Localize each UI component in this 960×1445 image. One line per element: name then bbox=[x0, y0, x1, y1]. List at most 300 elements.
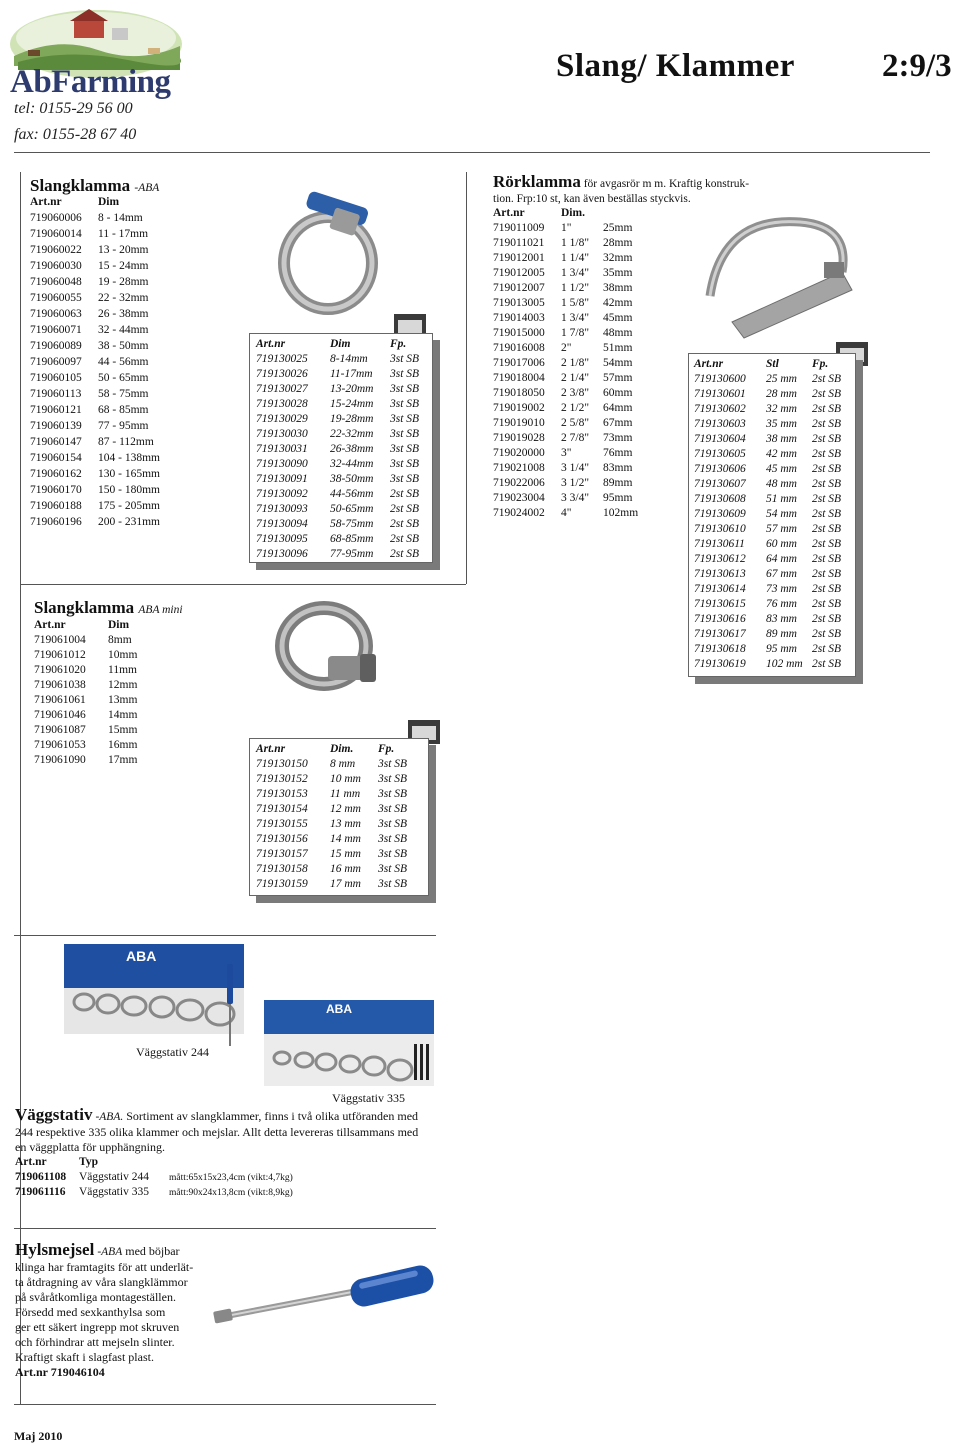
box1-row bbox=[256, 532, 426, 547]
box2-row bbox=[256, 847, 422, 862]
box2-row-fp: 3st SB bbox=[378, 818, 408, 830]
mini-header: Art.nr Dim bbox=[34, 619, 130, 631]
section-divider-mini bbox=[20, 584, 466, 585]
screwdriver-244-image bbox=[224, 964, 236, 1046]
mini-row-dim: 15mm bbox=[108, 724, 138, 736]
spec-box-2-header: Art.nr Dim. Fp. bbox=[256, 743, 395, 755]
footer-divider bbox=[14, 1404, 436, 1405]
box3-row-art: 719130619 bbox=[694, 658, 746, 670]
slangklamma-row-dim: 58 - 75mm bbox=[98, 388, 149, 400]
slangklamma-row-art: 719060188 bbox=[30, 500, 82, 512]
slangklamma-row bbox=[30, 210, 160, 226]
box1-row-dim: 58-75mm bbox=[330, 518, 374, 530]
rorklamma-row-art: 719017006 bbox=[493, 357, 545, 369]
box3-row-stl: 64 mm bbox=[766, 553, 797, 565]
rorklamma-row-art: 719019028 bbox=[493, 432, 545, 444]
spec-box-1 bbox=[249, 333, 433, 563]
box1-row-fp: 3st SB bbox=[390, 368, 420, 380]
box3-row-stl: 35 mm bbox=[766, 418, 797, 430]
rorklamma-desc: tion. Frp:10 st, kan även beställas styckvis. bbox=[493, 193, 691, 205]
box3-row-stl: 54 mm bbox=[766, 508, 797, 520]
mini-row bbox=[34, 693, 183, 708]
box3-row-fp: 2st SB bbox=[812, 433, 842, 445]
slangklamma-row-art: 719060154 bbox=[30, 452, 82, 464]
box1-row-fp: 2st SB bbox=[390, 503, 420, 515]
box3-row-art: 719130617 bbox=[694, 628, 746, 640]
rorklamma-row-inch: 1 1/2" bbox=[561, 282, 590, 294]
hylsmejsel-section bbox=[15, 1242, 215, 1380]
rorklamma-row-inch: 1" bbox=[561, 222, 572, 234]
box2-row-dim: 12 mm bbox=[330, 803, 361, 815]
box3-row-stl: 51 mm bbox=[766, 493, 797, 505]
box1-row-fp: 3st SB bbox=[390, 443, 420, 455]
box1-row-fp: 3st SB bbox=[390, 383, 420, 395]
box2-row-fp: 3st SB bbox=[378, 833, 408, 845]
slangklamma-row bbox=[30, 290, 160, 306]
box3-row bbox=[694, 522, 850, 537]
box1-row-fp: 2st SB bbox=[390, 518, 420, 530]
mini-row-art: 719061012 bbox=[34, 649, 86, 661]
box1-row-dim: 22-32mm bbox=[330, 428, 374, 440]
rorklamma-row-mm: 51mm bbox=[603, 342, 633, 354]
rorklamma-row-art: 719023004 bbox=[493, 492, 545, 504]
box3-row-stl: 89 mm bbox=[766, 628, 797, 640]
box2-row-art: 719130152 bbox=[256, 773, 308, 785]
page-number: 2:9/3 bbox=[882, 48, 952, 84]
slangklamma-row bbox=[30, 306, 160, 322]
box3-row-stl: 32 mm bbox=[766, 403, 797, 415]
box3-row-art: 719130604 bbox=[694, 433, 746, 445]
box1-row-dim: 11-17mm bbox=[330, 368, 373, 380]
box3-row-stl: 45 mm bbox=[766, 463, 797, 475]
slangklamma-section bbox=[30, 176, 160, 530]
vaggstativ-description-3: en väggplatta för upphängning. bbox=[15, 1140, 165, 1154]
brand-name: AbFarming bbox=[10, 64, 171, 100]
box1-row-art: 719130096 bbox=[256, 548, 308, 560]
rorklamma-row-art: 719012001 bbox=[493, 252, 545, 264]
mini-row bbox=[34, 753, 183, 768]
slangklamma-row-dim: 26 - 38mm bbox=[98, 308, 149, 320]
box3-row-art: 719130614 bbox=[694, 583, 746, 595]
rorklamma-row-mm: 35mm bbox=[603, 267, 633, 279]
slangklamma-row-art: 719060014 bbox=[30, 228, 82, 240]
box3-row-stl: 25 mm bbox=[766, 373, 797, 385]
slangklamma-row bbox=[30, 514, 160, 530]
box3-row-art: 719130606 bbox=[694, 463, 746, 475]
rorklamma-row-mm: 32mm bbox=[603, 252, 633, 264]
box2-row bbox=[256, 877, 422, 892]
box1-row-dim: 19-28mm bbox=[330, 413, 374, 425]
box3-row bbox=[694, 462, 850, 477]
slangklamma-row-art: 719060196 bbox=[30, 516, 82, 528]
mini-row-dim: 12mm bbox=[108, 679, 138, 691]
slangklamma-row-art: 719060113 bbox=[30, 388, 82, 400]
vaggstativ-header: Art.nr Typ bbox=[15, 1156, 98, 1168]
rorklamma-row-art: 719022006 bbox=[493, 477, 545, 489]
box2-row-art: 719130157 bbox=[256, 848, 308, 860]
hylsmejsel-line: Kraftigt skaft i slagfast plast. bbox=[15, 1350, 154, 1364]
box3-row-art: 719130618 bbox=[694, 643, 746, 655]
slangklamma-row-dim: 130 - 165mm bbox=[98, 468, 160, 480]
slangklamma-row-dim: 22 - 32mm bbox=[98, 292, 149, 304]
box2-row-dim: 11 mm bbox=[330, 788, 361, 800]
rorklamma-row-inch: 2 1/2" bbox=[561, 402, 590, 414]
slangklamma-row bbox=[30, 354, 160, 370]
box3-row-stl: 73 mm bbox=[766, 583, 797, 595]
rorklamma-row-mm: 42mm bbox=[603, 297, 633, 309]
rorklamma-row-art: 719019002 bbox=[493, 402, 545, 414]
box3-row bbox=[694, 492, 850, 507]
vaggstativ-row-typ: Väggstativ 244 bbox=[79, 1171, 149, 1183]
box1-row bbox=[256, 367, 426, 382]
box3-row-stl: 76 mm bbox=[766, 598, 797, 610]
rorklamma-row-inch: 1 1/4" bbox=[561, 252, 590, 264]
mini-row-art: 719061087 bbox=[34, 724, 86, 736]
wall-rack-335-caption: Väggstativ 335 bbox=[332, 1091, 405, 1105]
spec-box-1-header: Art.nr Dim Fp. bbox=[256, 338, 407, 350]
slangklamma-row bbox=[30, 434, 160, 450]
rorklamma-row-art: 719024002 bbox=[493, 507, 545, 519]
hylsmejsel-line: på svåråtkomliga montageställen. bbox=[15, 1290, 176, 1304]
slangklamma-row-dim: 68 - 85mm bbox=[98, 404, 149, 416]
slangklamma-row-art: 719060006 bbox=[30, 212, 82, 224]
vaggstativ-row-typ: Väggstativ 335 bbox=[79, 1186, 149, 1198]
rorklamma-row-art: 719020000 bbox=[493, 447, 545, 459]
box3-row-art: 719130600 bbox=[694, 373, 746, 385]
vaggstativ-section bbox=[15, 1107, 440, 1200]
mini-row bbox=[34, 663, 183, 678]
slangklamma-row-dim: 38 - 50mm bbox=[98, 340, 149, 352]
box1-row-fp: 2st SB bbox=[390, 533, 420, 545]
rorklamma-row-art: 719013005 bbox=[493, 297, 545, 309]
box3-row bbox=[694, 537, 850, 552]
rorklamma-row-art: 719011009 bbox=[493, 222, 545, 234]
box1-row bbox=[256, 472, 426, 487]
rorklamma-row-mm: 83mm bbox=[603, 462, 633, 474]
rack-logo-244: ABA bbox=[126, 948, 157, 964]
mini-clamp-image bbox=[272, 596, 384, 700]
box2-row-art: 719130150 bbox=[256, 758, 308, 770]
box2-row-fp: 3st SB bbox=[378, 863, 408, 875]
box1-row-art: 719130025 bbox=[256, 353, 308, 365]
mini-section bbox=[34, 598, 183, 768]
header-divider bbox=[14, 152, 930, 153]
box1-row-fp: 3st SB bbox=[390, 413, 420, 425]
box2-row-dim: 15 mm bbox=[330, 848, 361, 860]
rorklamma-row-mm: 73mm bbox=[603, 432, 633, 444]
box3-row-stl: 67 mm bbox=[766, 568, 797, 580]
slangklamma-row bbox=[30, 274, 160, 290]
rorklamma-row-inch: 2 1/4" bbox=[561, 372, 590, 384]
wall-rack-244-caption: Väggstativ 244 bbox=[136, 1045, 209, 1059]
rorklamma-row-inch: 2 3/8" bbox=[561, 387, 590, 399]
box3-row-stl: 48 mm bbox=[766, 478, 797, 490]
mini-title: Slangklamma ABA mini bbox=[34, 598, 183, 617]
slangklamma-row-dim: 32 - 44mm bbox=[98, 324, 149, 336]
rorklamma-row-inch: 1 3/4" bbox=[561, 312, 590, 324]
slangklamma-row-dim: 8 - 14mm bbox=[98, 212, 143, 224]
box3-row bbox=[694, 597, 850, 612]
slangklamma-row-dim: 11 - 17mm bbox=[98, 228, 149, 240]
box3-row-fp: 2st SB bbox=[812, 613, 842, 625]
hylsmejsel-line: Försedd med sexkanthylsa som bbox=[15, 1305, 166, 1319]
box3-row-art: 719130613 bbox=[694, 568, 746, 580]
box3-row-art: 719130602 bbox=[694, 403, 746, 415]
page-title: Slang/ Klammer bbox=[556, 48, 795, 84]
box1-row-art: 719130028 bbox=[256, 398, 308, 410]
rorklamma-row-inch: 4" bbox=[561, 507, 572, 519]
box2-row bbox=[256, 757, 422, 772]
mini-row-dim: 8mm bbox=[108, 634, 132, 646]
rorklamma-row-mm: 76mm bbox=[603, 447, 633, 459]
box1-row-art: 719130095 bbox=[256, 533, 308, 545]
box3-row bbox=[694, 387, 850, 402]
slangklamma-row-dim: 50 - 65mm bbox=[98, 372, 149, 384]
spec-box-3-header: Art.nr Stl Fp. bbox=[694, 358, 829, 370]
box1-row-fp: 3st SB bbox=[390, 428, 420, 440]
slangklamma-row-art: 719060063 bbox=[30, 308, 82, 320]
rorklamma-row-inch: 1 3/4" bbox=[561, 267, 590, 279]
slangklamma-row bbox=[30, 450, 160, 466]
slangklamma-row-dim: 175 - 205mm bbox=[98, 500, 160, 512]
slangklamma-row-dim: 77 - 95mm bbox=[98, 420, 149, 432]
spec-box-2 bbox=[249, 738, 429, 896]
mini-row-dim: 17mm bbox=[108, 754, 138, 766]
box2-row-art: 719130154 bbox=[256, 803, 308, 815]
box3-row bbox=[694, 447, 850, 462]
box3-row-fp: 2st SB bbox=[812, 523, 842, 535]
box1-row bbox=[256, 397, 426, 412]
box3-row-fp: 2st SB bbox=[812, 553, 842, 565]
mini-row bbox=[34, 708, 183, 723]
rorklamma-row-inch: 3" bbox=[561, 447, 572, 459]
box2-row-art: 719130155 bbox=[256, 818, 308, 830]
box1-row-art: 719130090 bbox=[256, 458, 308, 470]
box1-row-fp: 3st SB bbox=[390, 473, 420, 485]
slangklamma-row-dim: 15 - 24mm bbox=[98, 260, 149, 272]
wall-rack-335-image bbox=[264, 1000, 434, 1086]
slangklamma-row bbox=[30, 322, 160, 338]
box2-row-fp: 3st SB bbox=[378, 878, 408, 890]
rorklamma-row-art: 719014003 bbox=[493, 312, 545, 324]
box1-row bbox=[256, 442, 426, 457]
box1-row-fp: 3st SB bbox=[390, 398, 420, 410]
slangklamma-row-art: 719060147 bbox=[30, 436, 82, 448]
slangklamma-row bbox=[30, 226, 160, 242]
box3-row bbox=[694, 402, 850, 417]
box1-row-art: 719130091 bbox=[256, 473, 308, 485]
box3-row-fp: 2st SB bbox=[812, 568, 842, 580]
box1-row bbox=[256, 502, 426, 517]
box1-row-art: 719130027 bbox=[256, 383, 308, 395]
hylsmejsel-line: ger ett säkert ingrepp mot skruven bbox=[15, 1320, 180, 1334]
mini-row-dim: 14mm bbox=[108, 709, 138, 721]
box3-row bbox=[694, 372, 850, 387]
rorklamma-row-art: 719016008 bbox=[493, 342, 545, 354]
box1-row bbox=[256, 382, 426, 397]
box3-row-art: 719130616 bbox=[694, 613, 746, 625]
mini-row bbox=[34, 678, 183, 693]
box3-row-stl: 57 mm bbox=[766, 523, 797, 535]
phone-number: tel: 0155-29 56 00 bbox=[14, 100, 133, 117]
box3-row-fp: 2st SB bbox=[812, 373, 842, 385]
fax-number: fax: 0155-28 67 40 bbox=[14, 126, 137, 143]
rorklamma-row-mm: 48mm bbox=[603, 327, 633, 339]
rorklamma-title-line: Rörklamma för avgasrör m m. Kraftig konstruk- bbox=[493, 172, 750, 191]
box1-row-art: 719130093 bbox=[256, 503, 308, 515]
rorklamma-row-art: 719018050 bbox=[493, 387, 545, 399]
slangklamma-row-dim: 13 - 20mm bbox=[98, 244, 149, 256]
box3-row-stl: 38 mm bbox=[766, 433, 797, 445]
box1-row-dim: 77-95mm bbox=[330, 548, 374, 560]
box1-row bbox=[256, 487, 426, 502]
box3-row bbox=[694, 417, 850, 432]
box2-row-art: 719130153 bbox=[256, 788, 308, 800]
slangklamma-row-art: 719060121 bbox=[30, 404, 82, 416]
slangklamma-row-art: 719060162 bbox=[30, 468, 82, 480]
hylsmejsel-line: ta åtdragning av våra slangklämmor bbox=[15, 1275, 188, 1289]
box3-row-fp: 2st SB bbox=[812, 658, 842, 670]
box1-row-art: 719130026 bbox=[256, 368, 308, 380]
box2-row bbox=[256, 832, 422, 847]
slangklamma-row bbox=[30, 258, 160, 274]
rorklamma-row-mm: 45mm bbox=[603, 312, 633, 324]
hylsmejsel-line: klinga har framtagits för att underlät- bbox=[15, 1260, 194, 1274]
box1-row-dim: 26-38mm bbox=[330, 443, 374, 455]
box2-row bbox=[256, 802, 422, 817]
slangklamma-row bbox=[30, 466, 160, 482]
u-bolt-clamp-image bbox=[692, 212, 862, 342]
box3-row-fp: 2st SB bbox=[812, 388, 842, 400]
rorklamma-row-mm: 95mm bbox=[603, 492, 633, 504]
slangklamma-row-dim: 87 - 112mm bbox=[98, 436, 154, 448]
box1-row-fp: 3st SB bbox=[390, 353, 420, 365]
rorklamma-row-mm: 60mm bbox=[603, 387, 633, 399]
box2-row bbox=[256, 862, 422, 877]
slangklamma-row bbox=[30, 418, 160, 434]
slangklamma-row-art: 719060022 bbox=[30, 244, 82, 256]
box3-row bbox=[694, 477, 850, 492]
rorklamma-row-art: 719012007 bbox=[493, 282, 545, 294]
mini-row-dim: 16mm bbox=[108, 739, 138, 751]
box1-row-dim: 44-56mm bbox=[330, 488, 374, 500]
mini-row-art: 719061020 bbox=[34, 664, 86, 676]
box3-row-fp: 2st SB bbox=[812, 403, 842, 415]
box2-row-art: 719130159 bbox=[256, 878, 308, 890]
box1-row-art: 719130094 bbox=[256, 518, 308, 530]
box1-row-art: 719130030 bbox=[256, 428, 308, 440]
rorklamma-header: Art.nr Dim. bbox=[493, 207, 585, 219]
box2-row bbox=[256, 787, 422, 802]
box3-row-fp: 2st SB bbox=[812, 493, 842, 505]
box3-row-art: 719130601 bbox=[694, 388, 746, 400]
slangklamma-row-dim: 19 - 28mm bbox=[98, 276, 149, 288]
rorklamma-row-inch: 3 1/4" bbox=[561, 462, 590, 474]
slangklamma-row-art: 719060089 bbox=[30, 340, 82, 352]
box2-row-fp: 3st SB bbox=[378, 848, 408, 860]
box3-row-fp: 2st SB bbox=[812, 463, 842, 475]
box2-row-dim: 8 mm bbox=[330, 758, 356, 770]
box1-row-dim: 8-14mm bbox=[330, 353, 368, 365]
box2-row-dim: 14 mm bbox=[330, 833, 361, 845]
rorklamma-row-mm: 54mm bbox=[603, 357, 633, 369]
box3-row-fp: 2st SB bbox=[812, 508, 842, 520]
footer-date: Maj 2010 bbox=[14, 1429, 63, 1443]
box2-row-art: 719130156 bbox=[256, 833, 308, 845]
rorklamma-row-inch: 3 1/2" bbox=[561, 477, 590, 489]
box3-row-fp: 2st SB bbox=[812, 583, 842, 595]
box1-row-dim: 13-20mm bbox=[330, 383, 374, 395]
box3-row-fp: 2st SB bbox=[812, 538, 842, 550]
box1-row-fp: 3st SB bbox=[390, 458, 420, 470]
box1-row-art: 719130092 bbox=[256, 488, 308, 500]
box3-row-stl: 95 mm bbox=[766, 643, 797, 655]
slangklamma-row bbox=[30, 242, 160, 258]
box3-row-fp: 2st SB bbox=[812, 418, 842, 430]
box1-row bbox=[256, 457, 426, 472]
rorklamma-row-inch: 1 5/8" bbox=[561, 297, 590, 309]
wall-rack-244-image bbox=[64, 944, 244, 1034]
box1-row bbox=[256, 352, 426, 367]
box3-row bbox=[694, 582, 850, 597]
slangklamma-header: Art.nr Dim bbox=[30, 196, 120, 208]
box3-row-stl: 102 mm bbox=[766, 658, 803, 670]
rorklamma-row-inch: 2" bbox=[561, 342, 572, 354]
box2-row-dim: 16 mm bbox=[330, 863, 361, 875]
slangklamma-row bbox=[30, 370, 160, 386]
box3-row-fp: 2st SB bbox=[812, 478, 842, 490]
box2-row-fp: 3st SB bbox=[378, 773, 408, 785]
mini-row-art: 719061053 bbox=[34, 739, 86, 751]
rorklamma-row-art: 719018004 bbox=[493, 372, 545, 384]
slangklamma-row bbox=[30, 386, 160, 402]
box1-row-art: 719130029 bbox=[256, 413, 308, 425]
box3-row bbox=[694, 552, 850, 567]
mini-row-art: 719061004 bbox=[34, 634, 86, 646]
mini-row bbox=[34, 738, 183, 753]
box3-row-fp: 2st SB bbox=[812, 628, 842, 640]
mini-row-dim: 13mm bbox=[108, 694, 138, 706]
box3-row-art: 719130610 bbox=[694, 523, 746, 535]
box2-row-fp: 3st SB bbox=[378, 758, 408, 770]
rorklamma-row-inch: 1 1/8" bbox=[561, 237, 590, 249]
slangklamma-row bbox=[30, 482, 160, 498]
box2-row-art: 719130158 bbox=[256, 863, 308, 875]
vaggstativ-description-2: 244 respektive 335 olika klammer och mejslar. Allt detta levereras tillsammans med bbox=[15, 1125, 419, 1139]
rorklamma-row-art: 719015000 bbox=[493, 327, 545, 339]
slangklamma-row bbox=[30, 338, 160, 354]
mini-row-art: 719061061 bbox=[34, 694, 86, 706]
slangklamma-row-dim: 150 - 180mm bbox=[98, 484, 160, 496]
box2-row bbox=[256, 817, 422, 832]
box3-row bbox=[694, 657, 850, 672]
rorklamma-row-art: 719021008 bbox=[493, 462, 545, 474]
rorklamma-row-inch: 2 7/8" bbox=[561, 432, 590, 444]
mini-row bbox=[34, 648, 183, 663]
rorklamma-row-inch: 2 1/8" bbox=[561, 357, 590, 369]
box2-row-fp: 3st SB bbox=[378, 803, 408, 815]
box3-row bbox=[694, 432, 850, 447]
box3-row bbox=[694, 507, 850, 522]
box3-row bbox=[694, 627, 850, 642]
box3-row-art: 719130615 bbox=[694, 598, 746, 610]
rorklamma-row-art: 719019010 bbox=[493, 417, 545, 429]
box1-row bbox=[256, 427, 426, 442]
slangklamma-row-art: 719060055 bbox=[30, 292, 82, 304]
box3-row-stl: 28 mm bbox=[766, 388, 797, 400]
rack-logo-335: ABA bbox=[326, 1002, 352, 1016]
box2-row-dim: 17 mm bbox=[330, 878, 361, 890]
